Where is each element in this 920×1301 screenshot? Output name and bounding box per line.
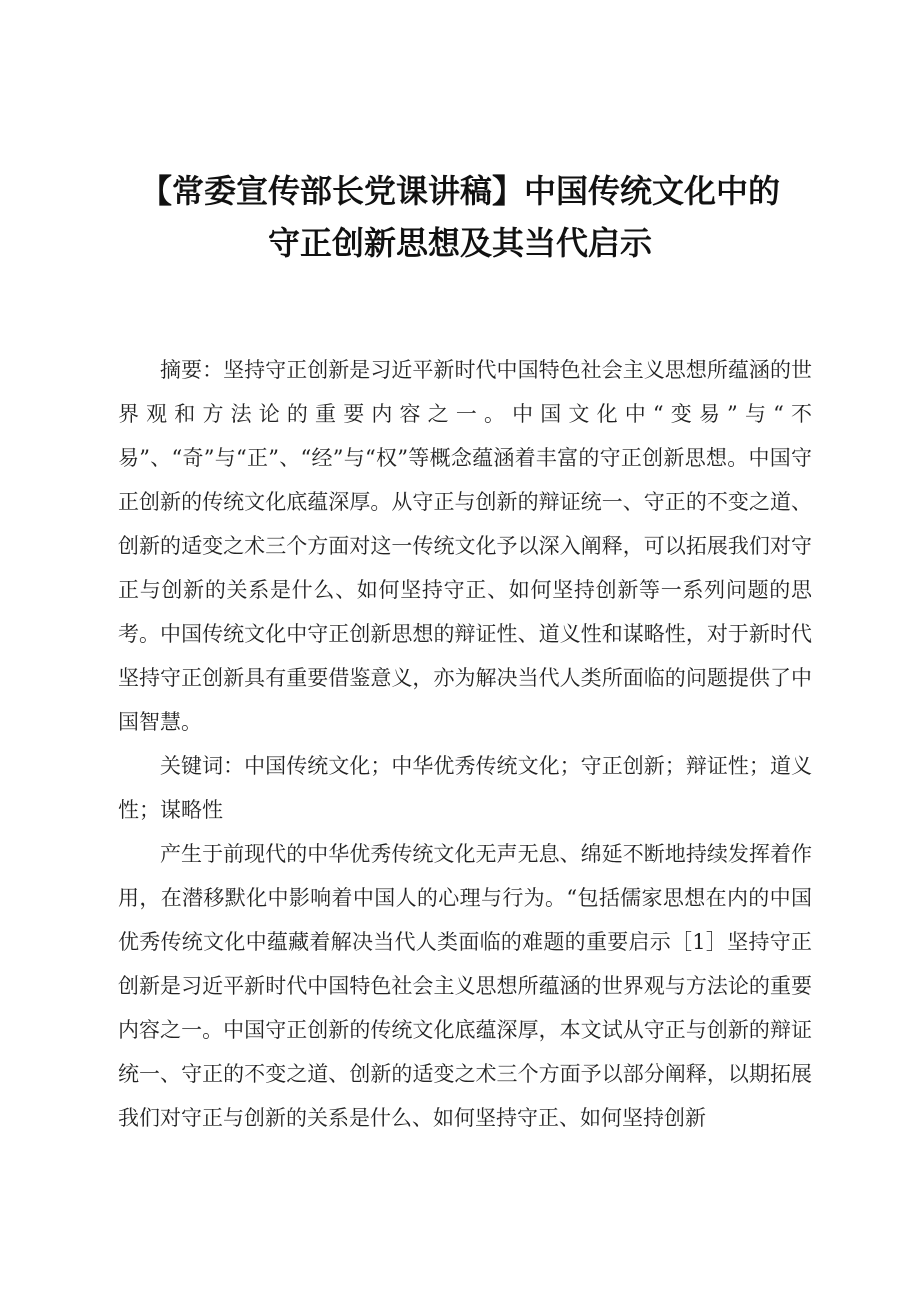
document-body — [118, 348, 812, 1140]
abstract-paragraph: 摘要：坚持守正创新是习近平新时代中国特色社会主义思想所蕴涵的世界观和方法论的重要内容之一。中国文化中“变易”与“不易”、“奇”与“正”、“经”与“权”等概念蕴涵着丰富的守正创新思想。中国守正创新的传统文化底蕴深厚。从守正与创新的辩证统一、守正的不变之道、创新的适变之术三个方面对这一传统文化予以深入阐释，可以拓展我们对守正与创新的关系是什么、如何坚持守正、如何坚持创新等一系列问题的思考。中国传统文化中守正创新思想的辩证性、道义性和谋略性，对于新时代坚持守正创新具有重要借鉴意义，亦为解决当代人类所面临的问题提供了中国智慧。 — [118, 358, 812, 734]
document-title — [90, 165, 830, 269]
title-line-1: 【常委宣传部长党课讲稿】中国传统文化中的 — [139, 172, 780, 210]
title-line-2: 守正创新思想及其当代启示 — [267, 224, 652, 262]
keywords-paragraph: 关键词：中国传统文化；中华优秀传统文化；守正创新；辩证性；道义性；谋略性 — [118, 754, 812, 822]
intro-paragraph: 产生于前现代的中华优秀传统文化无声无息、绵延不断地持续发挥着作用，在潜移默化中影响着中国人的心理与行为。“包括儒家思想在内的中国优秀传统文化中蕴藏着解决当代人类面临的难题的重要启示［1］坚持守正创新是习近平新时代中国特色社会主义思想所蕴涵的世界观与方法论的重要内容之一。中国守正创新的传统文化底蕴深厚，本文试从守正与创新的辩证统一、守正的不变之道、创新的适变之术三个方面予以部分阐释，以期拓展我们对守正与创新的关系是什么、如何坚持守正、如何坚持创新 — [118, 842, 812, 1130]
